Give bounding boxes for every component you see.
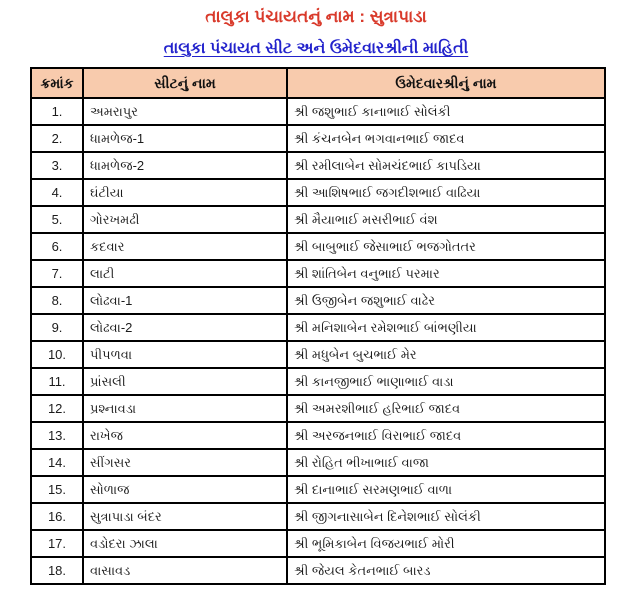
cell-seat-name: લોઢવા-2 bbox=[83, 314, 287, 341]
table-row bbox=[31, 395, 605, 422]
cell-serial: 18. bbox=[31, 557, 83, 584]
cell-candidate-name: શ્રી શાંતિબેન વનુભાઈ પરમાર bbox=[287, 260, 605, 287]
cell-serial: 4. bbox=[31, 179, 83, 206]
cell-seat-name: કદવાર bbox=[83, 233, 287, 260]
cell-serial: 5. bbox=[31, 206, 83, 233]
cell-serial: 10. bbox=[31, 341, 83, 368]
table-row bbox=[31, 287, 605, 314]
table-row bbox=[31, 179, 605, 206]
cell-seat-name: સોળાજ bbox=[83, 476, 287, 503]
cell-candidate-name: શ્રી મનિશાબેન રમેશભાઈ બાંભણીયા bbox=[287, 314, 605, 341]
cell-candidate-name: શ્રી જશુભાઈ કાનાભાઈ સોલંકી bbox=[287, 98, 605, 125]
header-cell-candidate-name: ઉમેદવારશ્રીનું નામ bbox=[287, 68, 605, 98]
cell-serial: 14. bbox=[31, 449, 83, 476]
cell-candidate-name: શ્રી જેયલ કેતનભાઈ બારડ bbox=[287, 557, 605, 584]
cell-candidate-name: શ્રી કાનજીભાઈ ભાણાભાઈ વાડા bbox=[287, 368, 605, 395]
cell-serial: 11. bbox=[31, 368, 83, 395]
table-row bbox=[31, 206, 605, 233]
table-row bbox=[31, 557, 605, 584]
cell-candidate-name: શ્રી આશિષભાઈ જગદીશભાઈ વાઢિયા bbox=[287, 179, 605, 206]
cell-seat-name: વડોદરા ઝાલા bbox=[83, 530, 287, 557]
table-row bbox=[31, 98, 605, 125]
table-row bbox=[31, 503, 605, 530]
cell-seat-name: લોઢવા-1 bbox=[83, 287, 287, 314]
cell-serial: 16. bbox=[31, 503, 83, 530]
cell-serial: 3. bbox=[31, 152, 83, 179]
cell-serial: 15. bbox=[31, 476, 83, 503]
cell-serial: 1. bbox=[31, 98, 83, 125]
cell-seat-name: પ્રાંસલી bbox=[83, 368, 287, 395]
table-header-row bbox=[31, 68, 605, 98]
cell-serial: 13. bbox=[31, 422, 83, 449]
table-row bbox=[31, 422, 605, 449]
table-row bbox=[31, 152, 605, 179]
cell-seat-name: ધામળેજ-2 bbox=[83, 152, 287, 179]
cell-seat-name: ધામળેજ-1 bbox=[83, 125, 287, 152]
cell-seat-name: વાસાવડ bbox=[83, 557, 287, 584]
table-row bbox=[31, 476, 605, 503]
table-row bbox=[31, 368, 605, 395]
cell-candidate-name: શ્રી મધુબેન બુચભાઈ મેર bbox=[287, 341, 605, 368]
cell-candidate-name: શ્રી કંચનબેન ભગવાનભાઈ જાદવ bbox=[287, 125, 605, 152]
table-row bbox=[31, 314, 605, 341]
table-body bbox=[31, 98, 605, 584]
cell-candidate-name: શ્રી અરજનભાઈ વિરાભાઈ જાદવ bbox=[287, 422, 605, 449]
cell-serial: 17. bbox=[31, 530, 83, 557]
cell-seat-name: સીંગસર bbox=[83, 449, 287, 476]
cell-candidate-name: શ્રી બાબુભાઈ જેસાભાઈ ભજગોતતર bbox=[287, 233, 605, 260]
cell-serial: 2. bbox=[31, 125, 83, 152]
cell-seat-name: પ્રશ્નાવડા bbox=[83, 395, 287, 422]
cell-serial: 6. bbox=[31, 233, 83, 260]
cell-seat-name: ઘંટીયા bbox=[83, 179, 287, 206]
cell-serial: 9. bbox=[31, 314, 83, 341]
cell-candidate-name: શ્રી રોહિત ભીખાભાઈ વાજા bbox=[287, 449, 605, 476]
cell-candidate-name: શ્રી જીગનાસાબેન દિનેશભાઈ સોલંકી bbox=[287, 503, 605, 530]
cell-serial: 8. bbox=[31, 287, 83, 314]
cell-seat-name: લાટી bbox=[83, 260, 287, 287]
cell-candidate-name: શ્રી ઉજીબેન જશુભાઈ વાઢેર bbox=[287, 287, 605, 314]
candidates-table bbox=[30, 67, 606, 585]
header-cell-seat-name: સીટનું નામ bbox=[83, 68, 287, 98]
table-row bbox=[31, 125, 605, 152]
cell-seat-name: પીપળવા bbox=[83, 341, 287, 368]
table-row bbox=[31, 260, 605, 287]
table-row bbox=[31, 530, 605, 557]
cell-candidate-name: શ્રી ભૂમિકાબેન વિજયભાઈ મોરી bbox=[287, 530, 605, 557]
cell-candidate-name: શ્રી દાનાભાઈ સરમણભાઈ વાળા bbox=[287, 476, 605, 503]
page-subtitle: તાલુકા પંચાયત સીટ અને ઉમેદવારશ્રીની માહિતી bbox=[163, 40, 469, 57]
page-title: તાલુકા પંચાયતનું નામ : સુત્રાપાડા bbox=[205, 7, 427, 26]
cell-seat-name: સુત્રાપાડા બંદર bbox=[83, 503, 287, 530]
cell-candidate-name: શ્રી અમરશીભાઈ હરિભાઈ જાદવ bbox=[287, 395, 605, 422]
cell-serial: 7. bbox=[31, 260, 83, 287]
table-row bbox=[31, 341, 605, 368]
table-row bbox=[31, 233, 605, 260]
cell-seat-name: રાખેજ bbox=[83, 422, 287, 449]
cell-serial: 12. bbox=[31, 395, 83, 422]
cell-candidate-name: શ્રી રમીલાબેન સોમચંદભાઈ કાપડિયા bbox=[287, 152, 605, 179]
cell-seat-name: અમરાપુર bbox=[83, 98, 287, 125]
table-row bbox=[31, 449, 605, 476]
header-cell-serial: ક્રમાંક bbox=[31, 68, 83, 98]
cell-candidate-name: શ્રી મૈયાભાઈ મસરીભાઈ વંશ bbox=[287, 206, 605, 233]
cell-seat-name: ગોરખમઢી bbox=[83, 206, 287, 233]
